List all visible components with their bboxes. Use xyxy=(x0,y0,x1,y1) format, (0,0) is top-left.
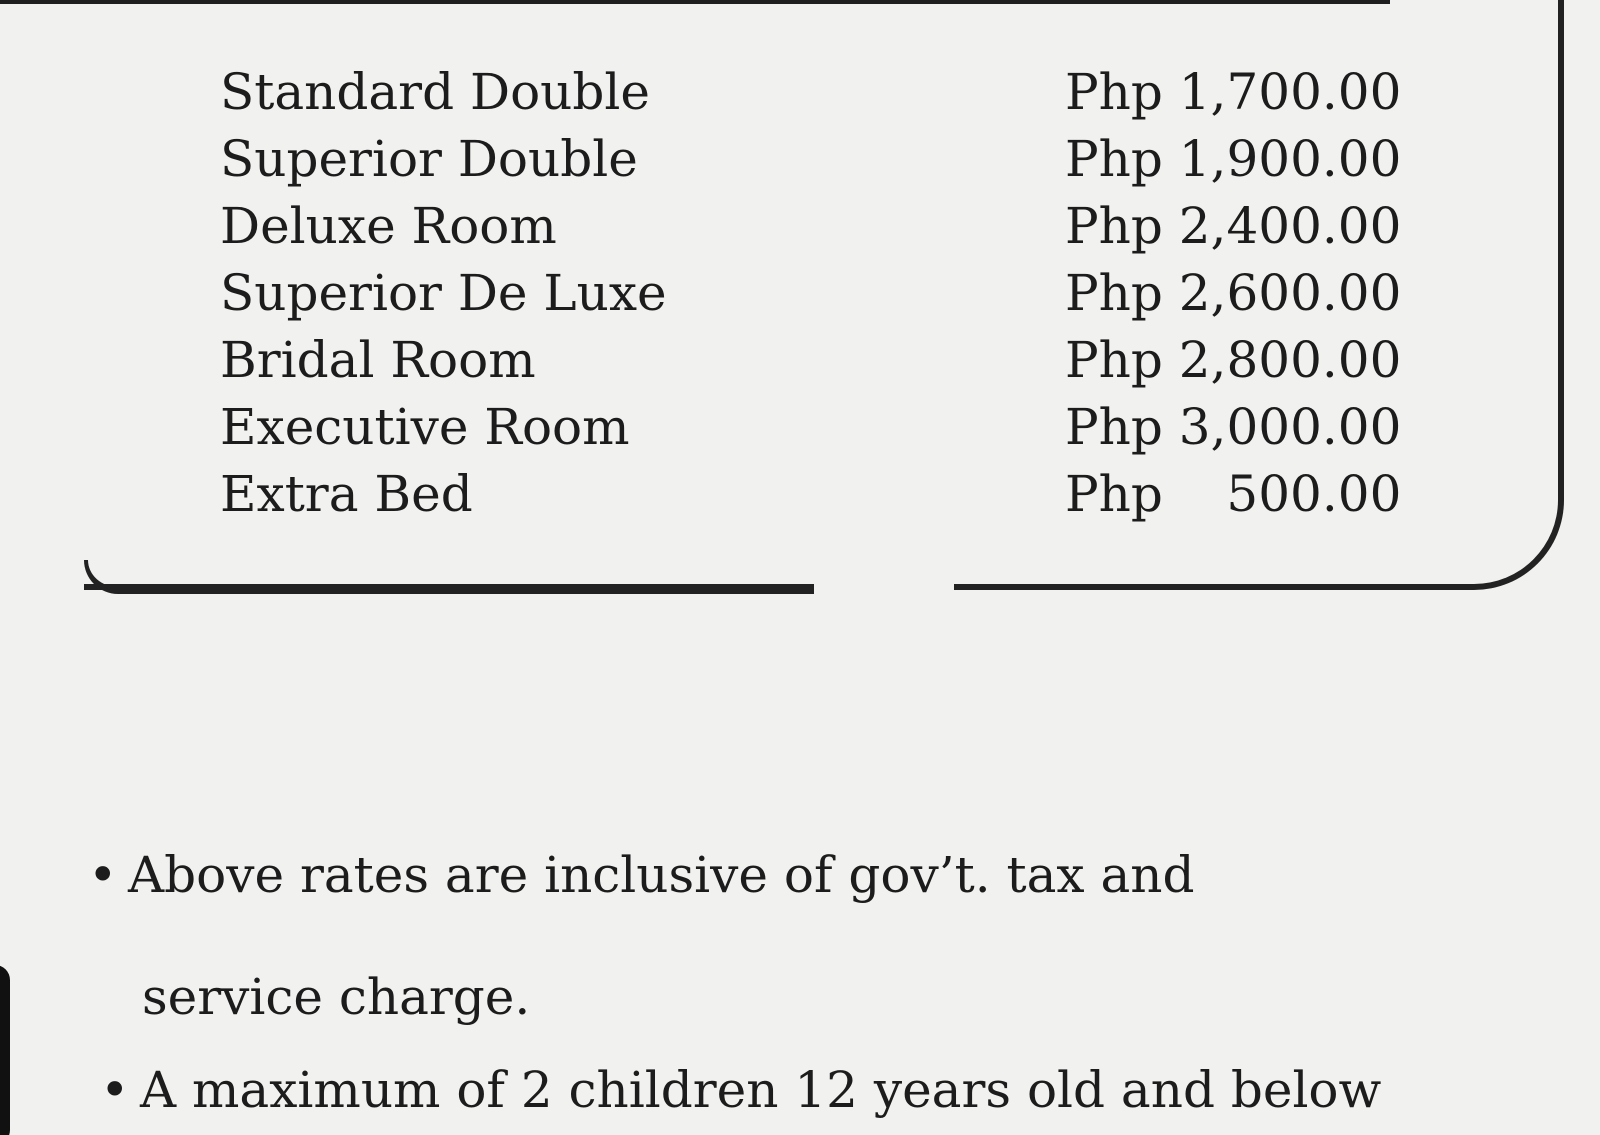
room-price: Php 500.00 xyxy=(1065,465,1402,523)
room-name: Standard Double xyxy=(220,63,650,121)
note-text-continued: service charge. xyxy=(142,968,531,1026)
room-price: Php 1,700.00 xyxy=(1065,63,1402,121)
rates-box-bottom-left xyxy=(84,560,814,594)
page-edge-shadow xyxy=(0,965,10,1135)
note-text: A maximum of 2 children 12 years old and below xyxy=(140,1061,1382,1119)
room-price: Php 1,900.00 xyxy=(1065,130,1402,188)
rate-row xyxy=(0,397,1600,464)
room-rates-list xyxy=(0,62,1600,531)
bullet-icon: • xyxy=(100,1061,130,1119)
rate-row xyxy=(0,196,1600,263)
room-price: Php 2,800.00 xyxy=(1065,331,1402,389)
rate-row xyxy=(0,464,1600,531)
note-text: Above rates are inclusive of gov’t. tax and xyxy=(128,846,1195,904)
room-name: Extra Bed xyxy=(220,465,473,523)
room-name: Deluxe Room xyxy=(220,197,557,255)
rate-row xyxy=(0,62,1600,129)
rate-row xyxy=(0,330,1600,397)
border-gap xyxy=(814,570,954,610)
room-price: Php 3,000.00 xyxy=(1065,398,1402,456)
room-name: Superior De Luxe xyxy=(220,264,667,322)
rate-row xyxy=(0,129,1600,196)
bullet-icon: • xyxy=(88,846,118,904)
room-price: Php 2,600.00 xyxy=(1065,264,1402,322)
room-price: Php 2,400.00 xyxy=(1065,197,1402,255)
room-name: Bridal Room xyxy=(220,331,536,389)
rate-row xyxy=(0,263,1600,330)
room-name: Executive Room xyxy=(220,398,630,456)
room-name: Superior Double xyxy=(220,130,638,188)
